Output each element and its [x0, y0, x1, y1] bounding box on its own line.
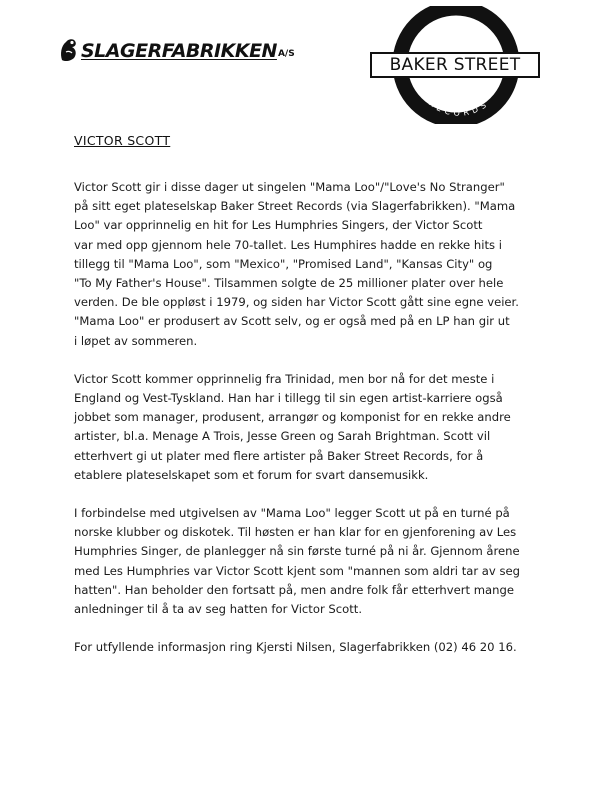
slagerfabrikken-wordmark: SLAGERFABRIKKEN: [81, 40, 277, 62]
text-line: Victor Scott kommer opprinnelig fra Trinidad, men bor nå for det meste i: [74, 371, 495, 386]
text-line: artister, bl.a. Menage A Trois, Jesse Green og Sarah Brightman. Scott vil: [74, 429, 491, 444]
text-line: I forbindelse med utgivelsen av "Mama Loo" legger Scott ut på en turné på: [74, 506, 510, 521]
baker-street-bar: BAKER STREET: [370, 52, 540, 78]
paragraph-background: [74, 370, 570, 485]
baker-street-records-logo: [370, 6, 544, 124]
text-line: etablere plateselskapet som et forum for svart dansemusikk.: [74, 467, 429, 482]
slagerfabrikken-mascot-icon: [58, 36, 80, 62]
slagerfabrikken-logo: [58, 36, 295, 62]
text-line: var med opp gjennom hele 70-tallet. Les Humphires hadde en rekke hits i: [74, 237, 502, 252]
text-line: i løpet av sommeren.: [74, 333, 198, 348]
text-line: norske klubber og diskotek. Til høsten er han klar for en gjenforening av Les: [74, 525, 517, 540]
text-line: anledninger til å ta av seg hatten for Victor Scott.: [74, 602, 362, 617]
text-line: verden. De ble oppløst i 1979, og siden har Victor Scott gått sine egne veier.: [74, 295, 519, 310]
text-line: "Mama Loo" er produsert av Scott selv, og er også med på en LP han gir ut: [74, 314, 510, 329]
paragraph-tour: [74, 504, 570, 619]
text-line: Humphries Singer, de planlegger nå sin første turné på ni år. Gjennom årene: [74, 544, 520, 559]
text-line: hatten". Han beholder den fortsatt på, men andre folk får etterhvert mange: [74, 582, 514, 597]
slagerfabrikken-suffix: A/S: [277, 49, 295, 59]
text-line: Victor Scott gir i disse dager ut singelen "Mama Loo"/"Love's No Stranger": [74, 180, 505, 194]
text-line: med Les Humphries var Victor Scott kjent som "mannen som aldri tar av seg: [74, 563, 520, 578]
text-line: England og Vest-Tyskland. Han har i tillegg til sin egen artist-karriere også: [74, 391, 503, 406]
records-arc-text: [370, 6, 544, 124]
contact-line: For utfyllende informasjon ring Kjersti Nilsen, Slagerfabrikken (02) 46 20 16.: [74, 640, 517, 655]
text-line: jobbet som manager, produsent, arrangør og komponist for en rekke andre: [74, 410, 511, 425]
press-release-body: [74, 178, 570, 676]
text-line: på sitt eget plateselskap Baker Street Records (via Slagerfabrikken). "Mama: [74, 199, 516, 214]
paragraph-contact: [74, 638, 570, 657]
text-line: tillegg til "Mama Loo", som "Mexico", "Promised Land", "Kansas City" og: [74, 256, 493, 271]
text-line: etterhvert gi ut plater med flere artister på Baker Street Records, for å: [74, 448, 484, 463]
text-line: Loo" var opprinnelig en hit for Les Humphries Singers, der Victor Scott: [74, 218, 483, 233]
svg-text:RECORDS: RECORDS: [426, 98, 492, 118]
document-title: VICTOR SCOTT: [74, 133, 171, 148]
paragraph-release: [74, 178, 570, 351]
text-line: "To My Father's House". Tilsammen solgte de 25 millioner plater over hele: [74, 276, 504, 291]
